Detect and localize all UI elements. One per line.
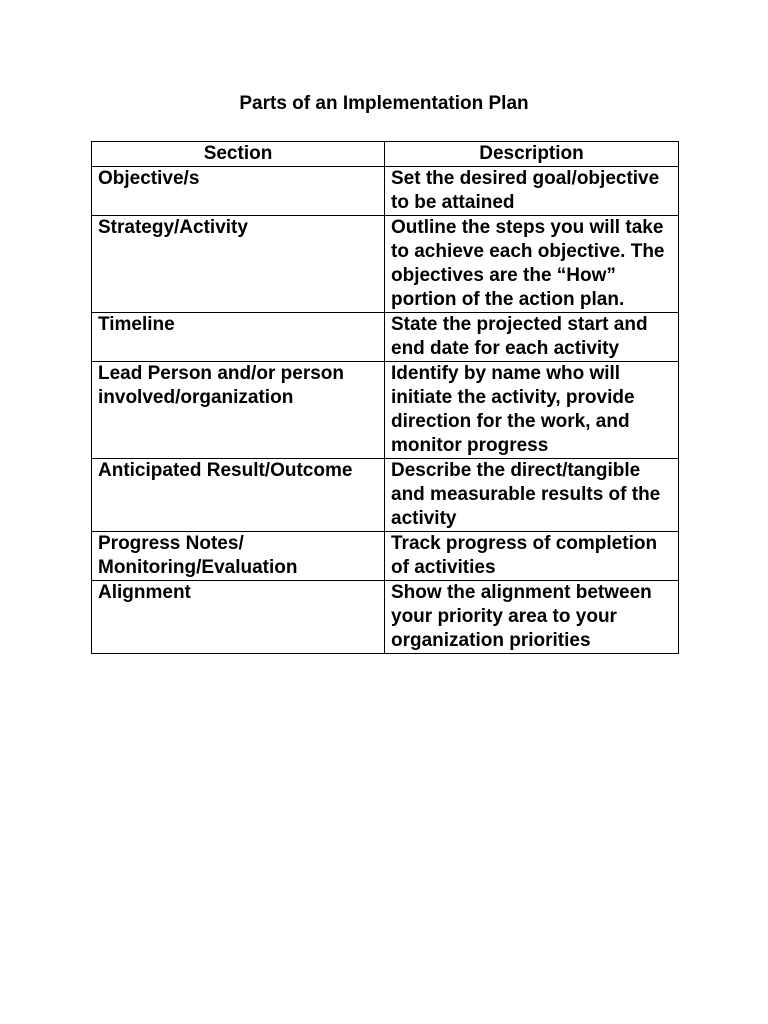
table-row <box>92 362 679 459</box>
description-cell: Describe the direct/tangible and measurable results of the activity <box>385 459 679 532</box>
section-cell: Timeline <box>92 313 385 362</box>
table-row <box>92 459 679 532</box>
section-cell: Alignment <box>92 581 385 654</box>
description-cell: Identify by name who will initiate the activity, provide direction for the work, and monitor progress <box>385 362 679 459</box>
description-cell: Outline the steps you will take to achieve each objective. The objectives are the “How” portion of the action plan. <box>385 216 679 313</box>
description-column-header: Description <box>385 142 679 167</box>
description-cell: Set the desired goal/objective to be attained <box>385 167 679 216</box>
section-cell: Strategy/Activity <box>92 216 385 313</box>
section-cell: Progress Notes/ Monitoring/Evaluation <box>92 532 385 581</box>
table-row <box>92 216 679 313</box>
section-cell: Lead Person and/or person involved/organization <box>92 362 385 459</box>
section-cell: Objective/s <box>92 167 385 216</box>
implementation-plan-table <box>91 141 679 654</box>
description-cell: Track progress of completion of activities <box>385 532 679 581</box>
table-header-row <box>92 142 679 167</box>
section-cell: Anticipated Result/Outcome <box>92 459 385 532</box>
description-cell: Show the alignment between your priority area to your organization priorities <box>385 581 679 654</box>
document-title: Parts of an Implementation Plan <box>239 93 529 114</box>
section-column-header: Section <box>92 142 385 167</box>
description-cell: State the projected start and end date for each activity <box>385 313 679 362</box>
table-row <box>92 313 679 362</box>
table-row <box>92 167 679 216</box>
table-row <box>92 532 679 581</box>
table-row <box>92 581 679 654</box>
